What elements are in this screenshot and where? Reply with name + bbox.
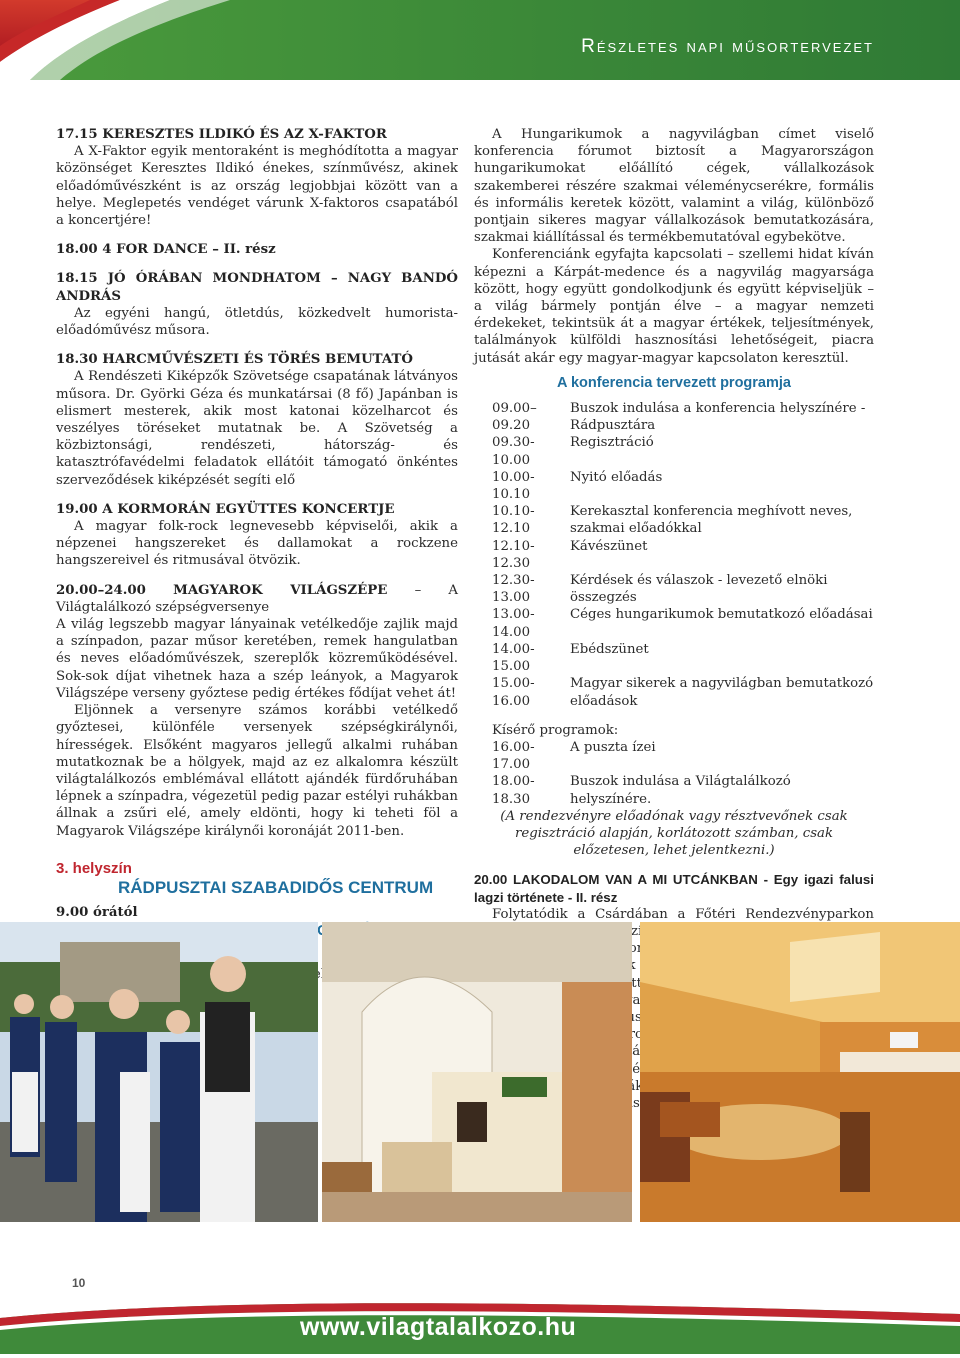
registration-note: (A rendezvényre előadónak vagy résztvevőnek csak regisztráció alapján, korlátozott számban, csak előzetesen, lehet jelentkezni.) bbox=[500, 808, 848, 859]
program-time: 13.00-14.00 bbox=[492, 607, 535, 640]
program-time: 12.10-12.30 bbox=[492, 538, 535, 571]
program-item-title: 19.00 A KORMORÁN EGYÜTTES KONCERTJE bbox=[56, 501, 395, 517]
program-description: Magyar sikerek a nagyvilágban bemutatkozó előadások bbox=[570, 676, 874, 709]
program-item-body: A X-Faktor egyik mentoraként is meghódította a magyar közönséget Keresztes Ildikó énekes, színművész, akinek előadóművészként is az ország legjobbjai között van a helye. Meglepetés vendéget várunk X-faktoros csapatából a koncertjére! bbox=[56, 144, 458, 229]
program-item-body: A Rendészeti Kiképzők Szövetsége csapatának látványos műsora. Dr. Györki Géza és munkatársai (8 fő) Japánban is elismert mesterek, akik most katonai közelharcot és veszélyes töréseket mutatnak be. A Szövetség a közbiztonsági, rendészeti, hátország- és katasztrófavédelmi feladatok ellátóit támogató önkéntes szerveződések kiképzését segíti elő bbox=[56, 369, 458, 488]
program-description: Kerekasztal konferencia meghívott neves, szakmai előadókkal bbox=[570, 504, 853, 537]
program-description: A puszta ízei bbox=[570, 739, 656, 755]
program-time: 10.10-12.10 bbox=[492, 504, 535, 537]
header-band bbox=[0, 0, 960, 80]
program-row bbox=[492, 400, 874, 434]
program-item-body: Eljönnek a versenyre számos korábbi vetélkedő győztesei, különféle versenyek szépségkirálynői, hírességek. Elsőként magyaros jellegű alkalmi ruhában mutatkoznak be a hölgyek, majd az ez alkalomra készült világtalálkozós emblémával ellátott ajándék fürdőruhában lépnek a színpadra, végezetül pedig pazar estélyi ruhákban állnak a zsűri elé, amely eldönti, hogy ki teheti föl a Magyarok Világszépe királynői koronáját 2011-ben. bbox=[56, 703, 458, 839]
tiled-stove-photo bbox=[322, 922, 632, 1222]
program-description: Regisztráció bbox=[570, 435, 654, 451]
conference-program-list bbox=[474, 400, 874, 710]
program-item-title: 18.15 JÓ ÓRÁBAN MONDHATOM – NAGY BANDÓ ANDRÁS bbox=[56, 271, 458, 304]
program-row bbox=[492, 641, 874, 675]
program-time: 15.00-16.00 bbox=[492, 676, 535, 709]
program-row bbox=[492, 606, 874, 640]
venue-number: 3. helyszín bbox=[56, 859, 132, 877]
program-time: 09.30-10.00 bbox=[492, 435, 535, 468]
apartment-interior-photo bbox=[640, 922, 960, 1222]
program-row bbox=[492, 434, 874, 468]
side-programs-label: Kísérő programok: bbox=[492, 722, 619, 738]
folk-dancers-photo bbox=[0, 922, 318, 1222]
program-description: Ebédszünet bbox=[570, 641, 649, 657]
program-item-body: A világ legszebb magyar lányainak vetélkedője zajlik majd a színpadon, pazar műsor keretében, remek hangulatban és neves előadóművészek, szereplők közreműködésével. Sok-sok díjat vihetnek haza a szép leányok, a Magyarok Világszépe verseny győztese pedig értékes fődíjat vehet át! bbox=[56, 617, 458, 701]
section-title: Részletes napi műsortervezet bbox=[581, 36, 874, 57]
program-item-body: Az egyéni hangú, ötletdús, közkedvelt humorista-előadóművész műsora. bbox=[56, 305, 458, 339]
program-row bbox=[492, 538, 874, 572]
program-item-time: 20.00–24.00 bbox=[56, 582, 146, 598]
program-row bbox=[492, 572, 874, 606]
program-row bbox=[492, 739, 874, 773]
conference-description: Konferenciánk egyfajta kapcsolati – szellemi hidat kíván képezni a Kárpát-medence és a nagyvilág magyarsága között, hogy együtt gondolkodjunk és együtt képviseljük – a világ bármely pontján élve – a magyar nemzeti érdekeket, tekintsük át a magyar értékek, teljesítmények, találmányok külföldi hasznosítási lehetőségeit, piacra jutását akár egy magyar-magyar kapcsolaton keresztül. bbox=[474, 247, 874, 366]
program-item-title: 18.30 HARCMŰVÉSZETI ÉS TÖRÉS BEMUTATÓ bbox=[56, 352, 413, 368]
program-time: 09.00–09.20 bbox=[492, 401, 537, 434]
program-heading: A konferencia tervezett programja bbox=[557, 374, 791, 391]
program-item-title: 20.00 LAKODALOM VAN A MI UTCÁNKBAN - Egy igazi falusi lagzi története - II. rész bbox=[474, 872, 874, 905]
website-url[interactable]: www.vilagtalalkozo.hu bbox=[300, 1313, 577, 1341]
venue-name: RÁDPUSZTAI SZABADIDŐS CENTRUM bbox=[118, 877, 434, 897]
page-number: 10 bbox=[72, 1276, 86, 1290]
program-time: 12.30-13.00 bbox=[492, 573, 535, 606]
side-program-list bbox=[474, 739, 874, 808]
program-description: Céges hungarikumok bemutatkozó előadásai bbox=[570, 607, 873, 623]
program-row bbox=[492, 469, 874, 503]
program-time: 18.00-18.30 bbox=[492, 774, 535, 807]
program-row bbox=[492, 675, 874, 709]
program-item-title: 18.00 4 FOR DANCE – II. rész bbox=[56, 242, 276, 258]
program-row bbox=[492, 503, 874, 537]
program-time: 16.00-17.00 bbox=[492, 739, 535, 773]
program-item-subtitle: – A Világtalálkozó szépségversenye bbox=[56, 582, 459, 615]
program-description: Kérdések és válaszok - levezető elnöki összegzés bbox=[570, 573, 828, 606]
program-time: 10.00-10.10 bbox=[492, 469, 535, 503]
program-item-title: MAGYAROK VILÁGSZÉPE bbox=[173, 582, 388, 598]
start-time: 9.00 órától bbox=[56, 905, 138, 921]
program-description: Kávészünet bbox=[570, 538, 648, 554]
program-item-title: 17.15 KERESZTES ILDIKÓ ÉS AZ X-FAKTOR bbox=[56, 127, 387, 142]
left-column bbox=[56, 126, 458, 1000]
program-row bbox=[492, 773, 874, 807]
program-description: Buszok indulása a Világtalálkozó helyszínére. bbox=[570, 774, 791, 807]
conference-description: A Hungarikumok a nagyvilágban címet viselő konferencia fórumot biztosít a Magyarországon hungarikumokat előállító cégek, vállalkozások szakemberei részére szakmai véleménycserékre, formális és informális keretek között, valamint a világ, különböző pontjain sikeres magyar vállalkozások bemutatkozására, szakmai kiállítással és termékbemutatóval egybekötve. bbox=[474, 127, 874, 246]
program-description: Buszok indulása a konferencia helyszínére - Rádpusztára bbox=[570, 401, 866, 434]
program-item-body: Folytatódik a Csárdában a Főtéri Rendezvényparkon vettek és bbox=[492, 906, 874, 1077]
program-time: 14.00-15.00 bbox=[492, 641, 535, 675]
program-item-body: A magyar folk-rock legnevesebb képviselői, akik a népzenei hangszereket és dallamokat a rockzene hangszereivel és ritmusával ötvözik. bbox=[56, 519, 458, 569]
program-description: Nyitó előadás bbox=[570, 469, 663, 485]
